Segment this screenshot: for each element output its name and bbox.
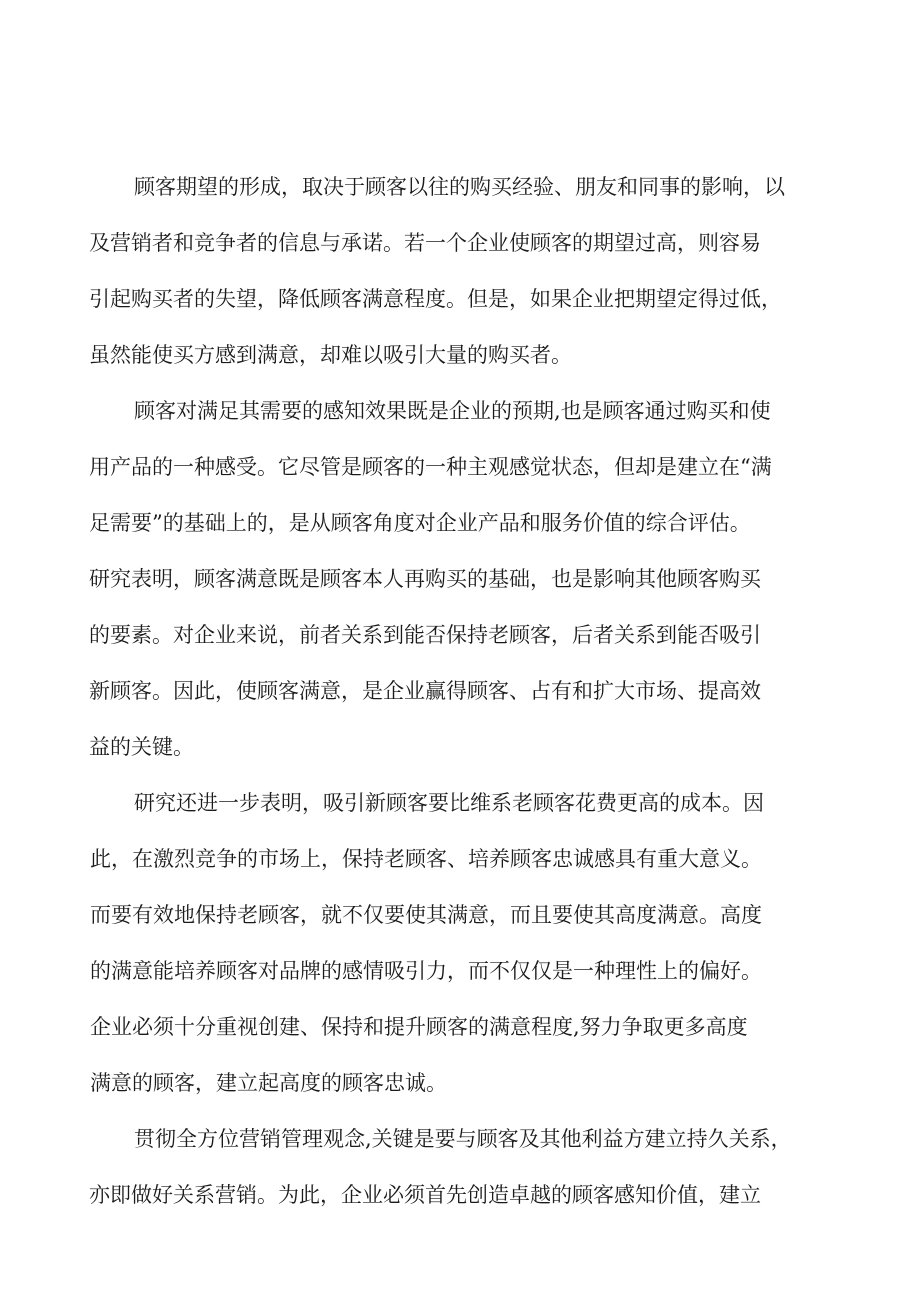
paragraph-1-line-1: 顾客期望的形成，取决于顾客以往的购买经验、朋友和同事的影响，以 (134, 175, 785, 199)
paragraph-1-line-4: 虽然能使买方感到满意，却难以吸引大量的购买者。 (89, 343, 572, 367)
paragraph-3-line-1: 研究还进一步表明，吸引新顾客要比维系老顾客花费更高的成本。因 (134, 791, 764, 815)
paragraph-2-line-1: 顾客对满足其需要的感知效果既是企业的预期,也是顾客通过购买和使 (134, 399, 771, 423)
paragraph-3-line-5: 企业必须十分重视创建、保持和提升顾客的满意程度,努力争取更多高度 (90, 1015, 748, 1039)
paragraph-2-line-4: 研究表明，顾客满意既是顾客本人再购买的基础，也是影响其他顾客购买 (89, 567, 761, 591)
paragraph-1-line-2: 及营销者和竞争者的信息与承诺。若一个企业使顾客的期望过高，则容易 (89, 231, 761, 255)
paragraph-2-line-6: 新顾客。因此，使顾客满意，是企业赢得顾客、占有和扩大市场、提高效 (89, 679, 761, 703)
paragraph-2-line-7: 益的关键。 (89, 735, 194, 759)
paragraph-2-line-3: 足需要”的基础上的，是从顾客角度对企业产品和服务价值的综合评估。 (89, 511, 751, 535)
paragraph-3-line-2: 此，在激烈竞争的市场上，保持老顾客、培养顾客忠诚感具有重大意义。 (90, 847, 762, 871)
paragraph-4-line-1: 贯彻全方位营销管理观念,关键是要与顾客及其他利益方建立持久关系， (134, 1127, 792, 1151)
paragraph-2-line-5: 的要素。对企业来说，前者关系到能否保持老顾客，后者关系到能否吸引 (89, 623, 761, 647)
paragraph-4-line-2: 亦即做好关系营销。为此，企业必须首先创造卓越的顾客感知价值，建立 (89, 1183, 761, 1207)
paragraph-2-line-2: 用产品的一种感受。它尽管是顾客的一种主观感觉状态，但却是建立在“满 (89, 455, 772, 479)
paragraph-3-line-6: 满意的顾客，建立起高度的顾客忠诚。 (90, 1071, 447, 1095)
paragraph-3-line-4: 的满意能培养顾客对品牌的感情吸引力，而不仅仅是一种理性上的偏好。 (90, 959, 762, 983)
paragraph-1-line-3: 引起购买者的失望，降低顾客满意程度。但是，如果企业把期望定得过低， (89, 287, 782, 311)
paragraph-3-line-3: 而要有效地保持老顾客，就不仅要使其满意，而且要使其高度满意。高度 (90, 903, 762, 927)
